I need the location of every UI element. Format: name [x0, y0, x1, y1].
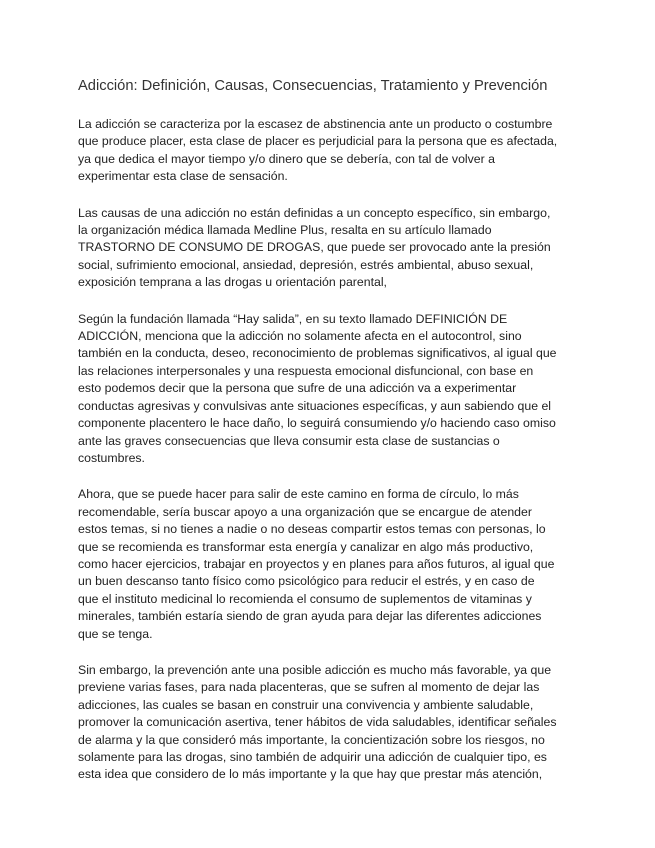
- text-line: Ahora, que se puede hacer para salir de este camino en forma de círculo, lo más: [78, 487, 519, 502]
- text-line: social, sufrimiento emocional, ansiedad, depresión, estrés ambiental, abuso sexual,: [78, 257, 534, 272]
- paragraph-treatment: [78, 486, 578, 643]
- text-line: que el instituto medicinal lo recomienda el consumo de suplementos de vitaminas y: [78, 591, 532, 606]
- text-line: estos temas, si no tienes a nadie o no deseas compartir estos temas con personas, lo: [78, 522, 546, 537]
- text-line: Las causas de una adicción no están definidas a un concepto específico, sin embargo,: [78, 205, 551, 220]
- document-body: [78, 116, 578, 803]
- text-line: experimentar esta clase de sensación.: [78, 169, 288, 184]
- text-line: esta idea que considero de lo más importante y la que hay que prestar más atención,: [78, 767, 543, 782]
- text-line: Según la fundación llamada “Hay salida”, en su texto llamado DEFINICIÓN DE: [78, 311, 508, 326]
- text-line: que se recomienda es transformar esta energía y canalizar en algo más productivo,: [78, 539, 534, 554]
- text-line: un buen descanso tanto físico como psicológico para reducir el estrés, y en caso de: [78, 574, 535, 589]
- text-line: previene varias fases, para nada placenteras, que se sufren al momento de dejar las: [78, 680, 540, 695]
- paragraph-definition: [78, 116, 578, 186]
- paragraph-prevention: [78, 662, 578, 784]
- text-line: conductas agresivas y convulsivas ante situaciones específicas, y aun sabiendo que el: [78, 398, 552, 413]
- paragraph-causes: [78, 205, 578, 292]
- text-line: costumbres.: [78, 450, 145, 465]
- text-line: también en la conducta, deseo, reconocimiento de problemas significativos, al igual que: [78, 346, 557, 361]
- text-line: promover la comunicación asertiva, tener hábitos de vida saludables, identificar señales: [78, 715, 557, 730]
- text-line: las relaciones interpersonales y una respuesta emocional disfuncional, con base en: [78, 363, 534, 378]
- paragraph-consequences: [78, 311, 578, 468]
- text-line: que produce placer, esta clase de placer es perjudicial para la persona que es afectada,: [78, 134, 558, 149]
- text-line: minerales, también estaría siendo de gran ayuda para dejar las diferentes adicciones: [78, 609, 542, 624]
- text-line: TRASTORNO DE CONSUMO DE DROGAS, que puede ser provocado ante la presión: [78, 240, 551, 255]
- text-line: como hacer ejercicios, trabajar en proyectos y en planes para años futuros, al igual que: [78, 556, 555, 571]
- text-line: componente placentero le hace daño, lo seguirá consumiendo y/o haciendo caso omiso: [78, 416, 556, 431]
- text-line: exposición temprana a las drogas u orientación parental,: [78, 275, 387, 290]
- text-line: de alarma y la que consideró más importante, la concientización sobre los riesgos, no: [78, 732, 545, 747]
- text-line: ya que dedica el mayor tiempo y/o dinero que se debería, con tal de volver a: [78, 151, 495, 166]
- text-line: solamente para las drogas, sino también de adquirir una adicción de cualquier tipo, es: [78, 750, 547, 764]
- text-line: ADICCIÓN, menciona que la adicción no solamente afecta en el autocontrol, sino: [78, 329, 522, 344]
- text-line: La adicción se caracteriza por la escasez de abstinencia ante un producto o costumbre: [78, 117, 553, 131]
- text-line: adicciones, las cuales se basan en construir una convivencia y ambiente saludable,: [78, 697, 534, 712]
- text-line: recomendable, sería buscar apoyo a una organización que se encargue de atender: [78, 504, 532, 519]
- text-line: Sin embargo, la prevención ante una posible adicción es mucho más favorable, ya que: [78, 662, 552, 677]
- text-line: ante las graves consecuencias que lleva consumir esta clase de sustancias o: [78, 433, 500, 448]
- text-line: la organización médica llamada Medline Plus, resalta en su artículo llamado: [78, 223, 492, 238]
- text-line: esto podemos decir que la persona que sufre de una adicción va a experimentar: [78, 381, 517, 396]
- text-line: que se tenga.: [78, 626, 153, 641]
- document-title: Adicción: Definición, Causas, Consecuencias, Tratamiento y Prevención: [78, 78, 548, 94]
